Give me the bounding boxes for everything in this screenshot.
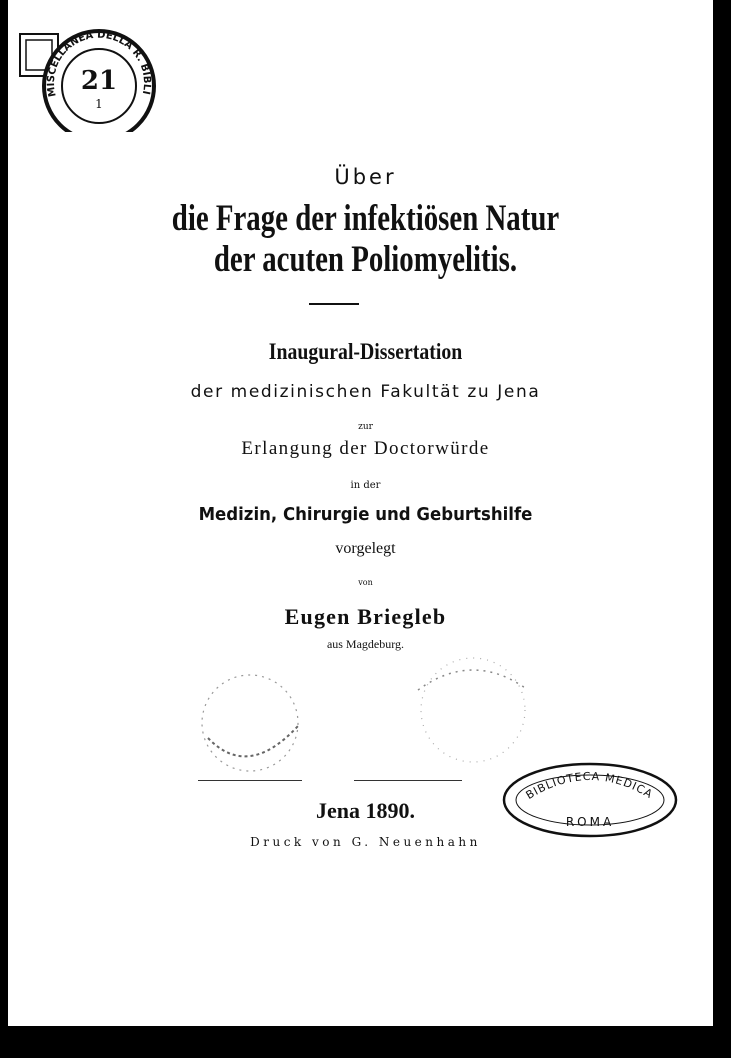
vorgelegt-text: vorgelegt [335, 540, 396, 557]
oval-library-stamp [500, 760, 680, 844]
oval-stamp-top-text: BIBLIOTECA MEDICA [523, 769, 656, 802]
rule-right [354, 780, 462, 781]
von-text: von [358, 578, 373, 587]
dissertation-type: Inaugural-Dissertation [268, 339, 463, 364]
zur-text: zur [358, 422, 373, 432]
imprint-place-year: Jena 1890. [316, 798, 415, 823]
erlangung-text: Erlangung der Doctorwürde [241, 438, 490, 459]
title-divider [309, 303, 359, 305]
author-origin: aus Magdeburg. [326, 637, 405, 651]
title-line-2: der acuten Poliomyelitis. [213, 239, 518, 280]
svg-text:BIBLIOTECA MEDICA [524, 770, 656, 802]
fields-text: Medizin, Chirurgie und Geburtshilfe [198, 504, 533, 525]
in-der-text: in der [350, 480, 381, 491]
author-name: Eugen Briegleb [284, 604, 447, 629]
library-stamp [16, 14, 158, 136]
imprint-printer: Druck von G. Neuenhahn [250, 835, 481, 849]
stamp-subnumber: 1 [95, 97, 103, 111]
stamp-number: 21 [80, 66, 118, 96]
emboss-stamp-right [398, 650, 548, 770]
scan-border [713, 0, 731, 1058]
faculty: der medizinischen Fakultät zu Jena [190, 382, 541, 402]
title-line-1: die Frage der infektiösen Natur [171, 198, 560, 239]
oval-stamp-bottom-text: ROMA [565, 815, 615, 829]
rule-left [198, 780, 302, 781]
stamp-arc-text: MISCELLANEA DELLA R. BIBLI [45, 29, 153, 98]
title-uber: Über [334, 165, 397, 189]
emboss-stamp-left [188, 668, 318, 778]
